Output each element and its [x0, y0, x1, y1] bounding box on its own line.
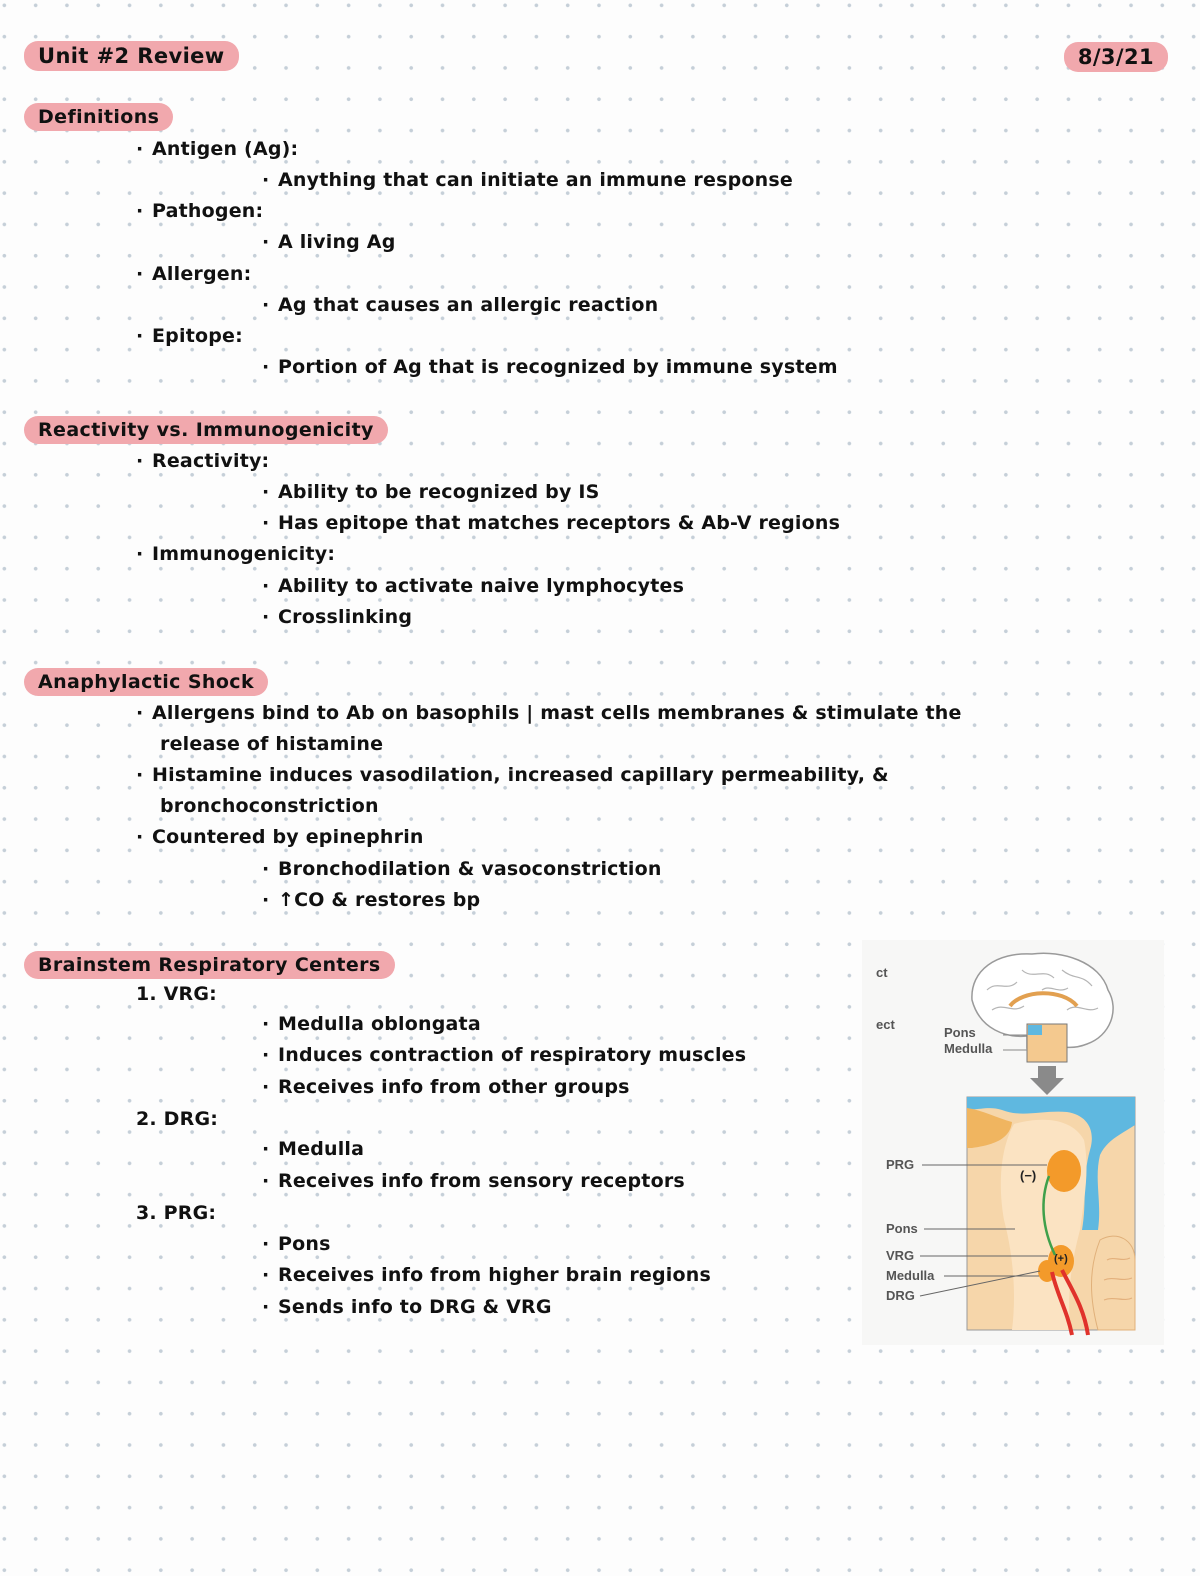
sub-list-item: · Sends info to DRG & VRG — [262, 1296, 552, 1318]
list-item — [136, 1202, 216, 1224]
cut-label: ct — [876, 965, 888, 980]
item-text: Allergens bind to Ab on basophils | mast cells membranes & stimulate the — [152, 702, 962, 724]
page-title: Unit #2 Review — [24, 41, 239, 71]
item-text: 1. VRG: — [136, 983, 217, 1005]
item-text: Pons — [278, 1233, 331, 1255]
list-item-continuation: release of histamine — [160, 733, 384, 755]
list-item: · Pathogen: — [136, 200, 264, 222]
item-text: Ag that causes an allergic reaction — [278, 294, 659, 316]
sub-list-item: · Anything that can initiate an immune response — [262, 169, 793, 191]
item-text: Bronchodilation & vasoconstriction — [278, 858, 662, 880]
item-text: Receives info from higher brain regions — [278, 1264, 711, 1286]
pons-label: Pons — [886, 1221, 918, 1236]
prg-nucleus — [1047, 1150, 1081, 1192]
item-text: Reactivity: — [152, 450, 270, 472]
prg-label: PRG — [886, 1157, 915, 1172]
list-item — [136, 983, 217, 1005]
item-text: 2. DRG: — [136, 1108, 219, 1130]
item-text: Receives info from other groups — [278, 1076, 630, 1098]
item-text: Pathogen: — [152, 200, 264, 222]
item-text: Epitope: — [152, 325, 243, 347]
item-text: Ability to be recognized by IS — [278, 481, 600, 503]
sub-list-item: · Ag that causes an allergic reaction — [262, 294, 659, 316]
list-item: · Immunogenicity: — [136, 543, 336, 565]
sub-list-item: · Receives info from other groups — [262, 1076, 630, 1098]
medulla-label: Medulla — [886, 1268, 935, 1283]
sub-list-item: · Receives info from higher brain regions — [262, 1264, 711, 1286]
sub-list-item: · Medulla oblongata — [262, 1013, 481, 1035]
brainstem-diagram — [862, 940, 1164, 1345]
zoom-arrow — [1030, 1066, 1064, 1095]
item-text: Antigen (Ag): — [152, 138, 299, 160]
list-item-continuation: bronchoconstriction — [160, 795, 379, 817]
item-text: Crosslinking — [278, 606, 413, 628]
item-text: Histamine induces vasodilation, increased capillary permeability, & — [152, 764, 889, 786]
item-text: Sends info to DRG & VRG — [278, 1296, 552, 1318]
item-text: Portion of Ag that is recognized by immune system — [278, 356, 838, 378]
item-text: Anything that can initiate an immune response — [278, 169, 793, 191]
item-text: Immunogenicity: — [152, 543, 336, 565]
cut-label: ect — [876, 1017, 895, 1032]
medulla-top-label: Medulla — [944, 1041, 993, 1056]
section-heading-brainstem: Brainstem Respiratory Centers — [24, 951, 395, 979]
item-text: Medulla — [278, 1138, 365, 1160]
item-text: 3. PRG: — [136, 1202, 217, 1224]
sub-list-item: · Portion of Ag that is recognized by immune system — [262, 356, 838, 378]
page-date: 8/3/21 — [1064, 42, 1168, 72]
sub-list-item: · ↑CO & restores bp — [262, 889, 481, 911]
brainstem-inset-blue — [1028, 1025, 1042, 1035]
item-text: Medulla oblongata — [278, 1013, 481, 1035]
item-text: Countered by epinephrin — [152, 826, 424, 848]
pons-top-label: Pons — [944, 1025, 976, 1040]
item-text: Ability to activate naive lymphocytes — [278, 575, 685, 597]
item-text: Induces contraction of respiratory muscles — [278, 1044, 747, 1066]
list-item: · Countered by epinephrin — [136, 826, 424, 848]
list-item: · Allergens bind to Ab on basophils | mast cells membranes & stimulate the — [136, 702, 962, 724]
cerebellum — [1092, 1236, 1136, 1330]
item-text: Has epitope that matches receptors & Ab-V regions — [278, 512, 841, 534]
drg-label: DRG — [886, 1288, 915, 1303]
excite-label: (+) — [1054, 1253, 1068, 1265]
sub-list-item: · Crosslinking — [262, 606, 413, 628]
vrg-label: VRG — [886, 1248, 915, 1263]
sub-list-item: · Pons — [262, 1233, 331, 1255]
list-item: · Epitope: — [136, 325, 243, 347]
sub-list-item: · A living Ag — [262, 231, 396, 253]
list-item: · Allergen: — [136, 263, 252, 285]
section-heading-reactivity: Reactivity vs. Immunogenicity — [24, 416, 388, 444]
section-heading-anaphylactic-shock: Anaphylactic Shock — [24, 668, 268, 696]
list-item: · Reactivity: — [136, 450, 270, 472]
sub-list-item: · Receives info from sensory receptors — [262, 1170, 685, 1192]
sub-list-item: · Bronchodilation & vasoconstriction — [262, 858, 662, 880]
section-heading-definitions: Definitions — [24, 103, 173, 131]
sub-list-item: · Induces contraction of respiratory muscles — [262, 1044, 747, 1066]
item-text: Receives info from sensory receptors — [278, 1170, 685, 1192]
brainstem-diagram-svg — [862, 940, 1164, 1345]
list-item: · Antigen (Ag): — [136, 138, 299, 160]
list-item: · Histamine induces vasodilation, increased capillary permeability, & — [136, 764, 889, 786]
list-item — [136, 1108, 218, 1130]
item-text: ↑CO & restores bp — [278, 889, 481, 911]
inhibit-label: (−) — [1020, 1168, 1037, 1183]
item-text: Allergen: — [152, 263, 252, 285]
sub-list-item: · Has epitope that matches receptors & Ab-V regions — [262, 512, 841, 534]
sub-list-item: · Medulla — [262, 1138, 365, 1160]
item-text: A living Ag — [278, 231, 396, 253]
sub-list-item: · Ability to activate naive lymphocytes — [262, 575, 685, 597]
sub-list-item: · Ability to be recognized by IS — [262, 481, 600, 503]
